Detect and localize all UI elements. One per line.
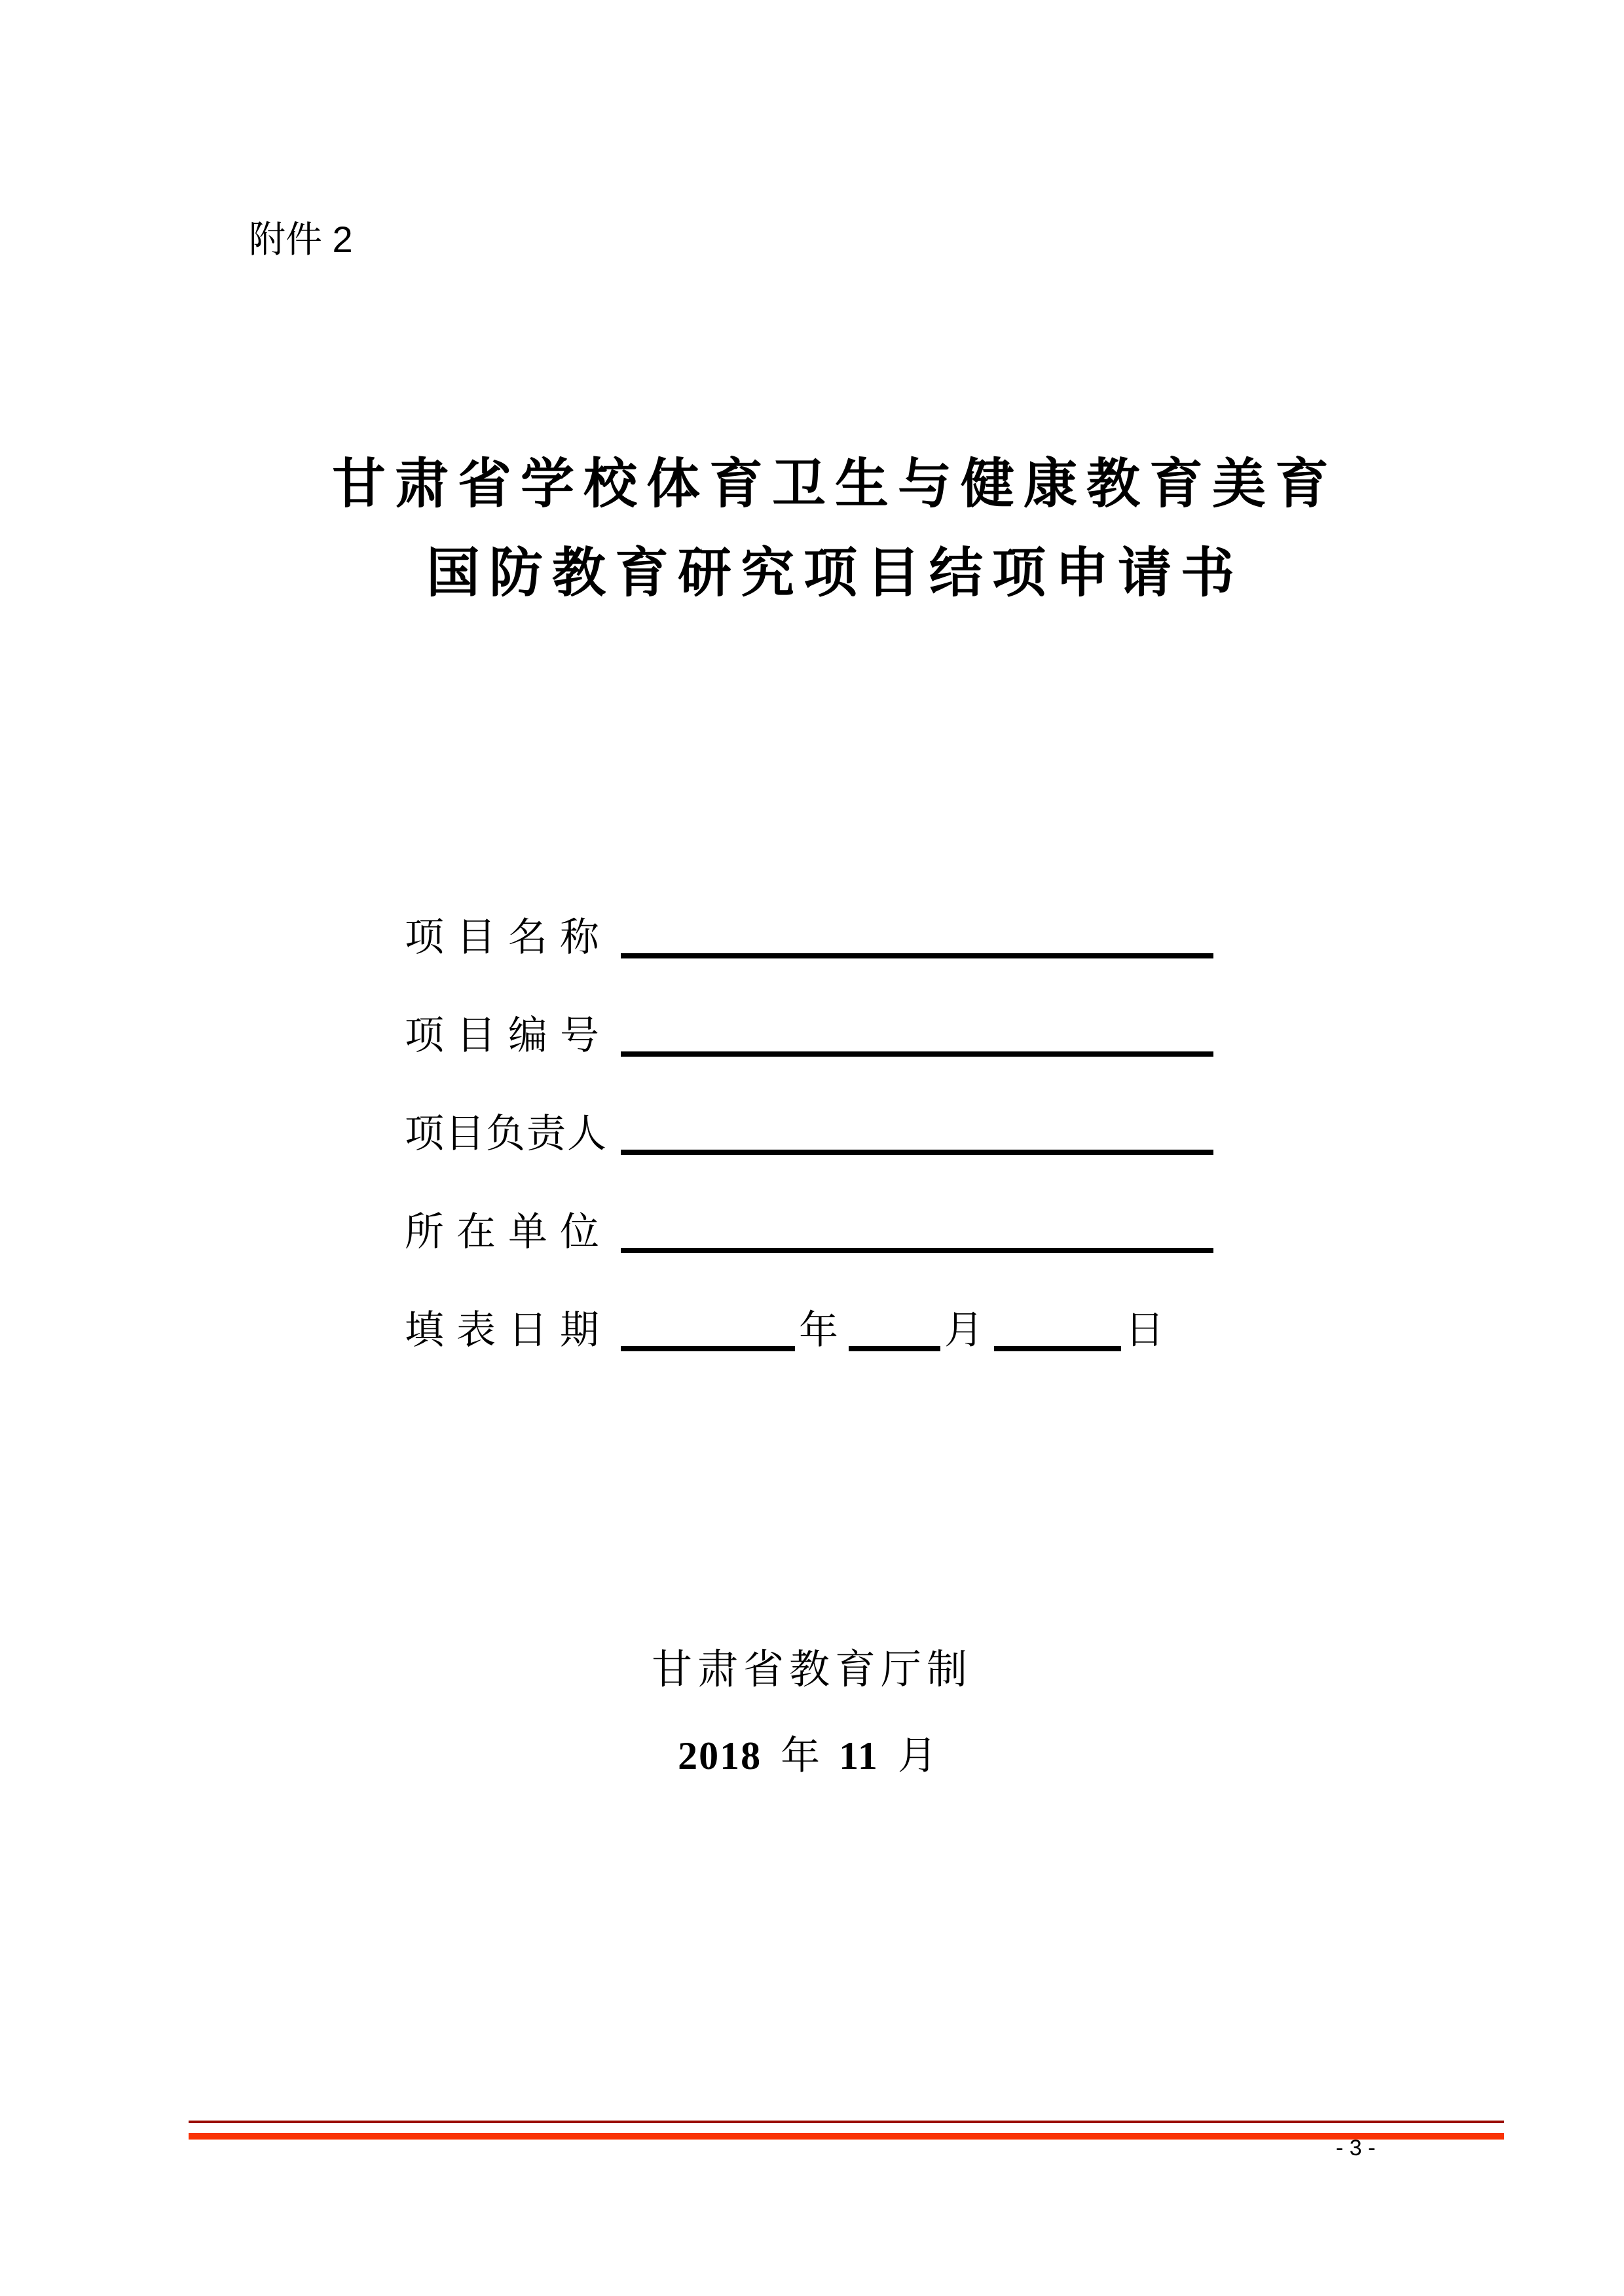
issue-month-number: 11 [839,1734,879,1777]
work-unit-blank-line [621,1219,1213,1253]
project-number-label: 项 目 编 号 [405,1014,600,1057]
field-row-fill-date [405,1302,1170,1351]
page-number: - 3 - [1336,2136,1376,2160]
field-row-project-name [405,909,1213,958]
fill-date-month-blank-line [849,1317,940,1351]
title-line-2: 国防教育研究项目结项申请书 [426,543,1244,603]
project-number-blank-line [621,1023,1213,1057]
issue-year-unit: 年 [781,1734,821,1777]
project-leader-label: 项目负责人 [405,1112,608,1156]
footer-rule-thin [189,2121,1504,2123]
fill-date-year-blank-line [621,1317,795,1351]
document-title [0,440,1624,618]
issue-month-unit: 月 [897,1734,937,1777]
fill-date-label: 填 表 日 期 [405,1309,600,1352]
fill-date-day-unit: 日 [1125,1309,1164,1352]
fill-date-month-unit: 月 [944,1309,984,1352]
fill-date-day-blank-line [994,1317,1121,1351]
field-row-project-number [405,1007,1213,1057]
project-leader-blank-line [621,1121,1213,1155]
footer-rule-thick [189,2133,1504,2140]
issue-date-line [0,1724,1624,1781]
project-name-blank-line [621,924,1213,958]
project-name-label: 项 目 名 称 [405,916,600,959]
fill-date-year-unit: 年 [799,1309,838,1352]
attachment-label: 附件 2 [249,219,353,260]
issue-year-number: 2018 [678,1734,762,1777]
field-row-work-unit [405,1203,1213,1253]
publisher-line: 甘肃省教育厅制 [651,1648,972,1692]
field-row-project-leader [405,1105,1213,1155]
work-unit-label: 所 在 单 位 [405,1211,600,1254]
title-line-1: 甘肃省学校体育卫生与健康教育美育 [331,454,1338,514]
